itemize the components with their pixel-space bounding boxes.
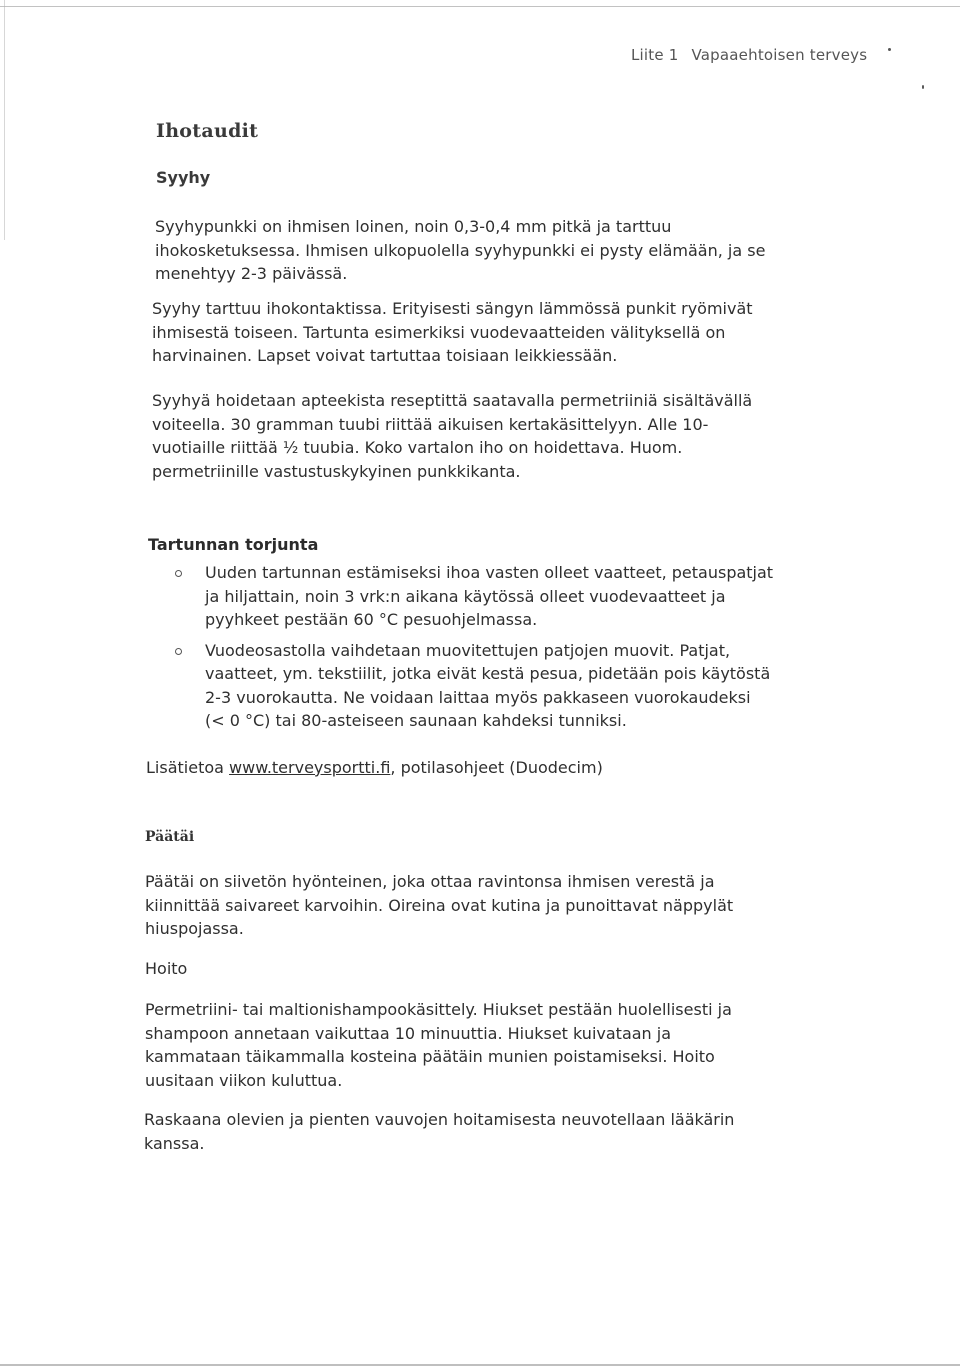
scan-speck xyxy=(888,48,891,51)
scan-edge-top xyxy=(0,6,960,7)
scabies-paragraph-3: Syyhyä hoidetaan apteekista reseptittä saatavalla permetriiniä sisältävällä voiteella. 30 gramman tuubi riittää aikuisen kertakäsittelyyn. Alle 10- vuotiaille riittää ½ tuubia. Koko vartalon iho on hoidettava. Huom. permetriinille vastustuskykyinen punkkikanta. xyxy=(152,391,753,481)
lice-paragraph-2: Permetriini- tai maltionishampookäsittely. Hiukset pestään huolellisesti ja shampoon annetaan vaikuttaa 10 minuuttia. Hiukset kuivataan ja kammataan täikammalla kosteina päätäin munien poistamiseksi. Hoito uusitaan viikon kuluttua. xyxy=(145,1000,732,1090)
scabies-heading: Syyhy xyxy=(156,168,211,187)
bullet-icon xyxy=(175,570,182,577)
section-title: Ihotaudit xyxy=(156,120,259,142)
more-info-line xyxy=(146,758,603,777)
info-prefix: Lisätietoa xyxy=(146,758,224,777)
prevention-list xyxy=(175,561,875,740)
scan-edge-left xyxy=(4,0,5,240)
scabies-paragraph-1: Syyhypunkki on ihmisen loinen, noin 0,3-0,4 mm pitkä ja tarttuu ihokosketuksessa. Ihmisen ulkopuolella syyhypunkki ei pysty elämään, ja se menehtyy 2-3 päivässä. xyxy=(155,217,766,283)
lice-heading: Päätäi xyxy=(145,829,195,845)
info-link[interactable]: www.terveysportti.fi xyxy=(229,758,391,777)
lice-paragraph-3: Raskaana olevien ja pienten vauvojen hoitamisesta neuvotellaan lääkärin kanssa. xyxy=(144,1110,735,1153)
header-title: Vapaaehtoisen terveys xyxy=(691,46,868,64)
lice-paragraph-1: Päätäi on siivetön hyönteinen, joka ottaa ravintonsa ihmisen verestä ja kiinnittää saivareet karvoihin. Oireina ovat kutina ja punoittavat näppylät hiuspojassa. xyxy=(145,872,734,938)
scan-edge-bottom xyxy=(0,1364,960,1366)
bullet-icon xyxy=(175,648,182,655)
list-item: Uuden tartunnan estämiseksi ihoa vasten olleet vaatteet, petauspatjat ja hiljattain, noin 3 vrk:n aikana käytössä olleet vuodevaatteet ja pyyhkeet pestään 60 °C pesuohjelmassa. xyxy=(175,561,875,632)
scan-speck xyxy=(922,85,924,89)
info-suffix: , potilasohjeet (Duodecim) xyxy=(390,758,603,777)
scabies-paragraph-2: Syyhy tarttuu ihokontaktissa. Erityisesti sängyn lämmössä punkit ryömivät ihmisestä toiseen. Tartunta esimerkiksi vuodevaatteiden välityksellä on harvinainen. Lapset voivat tartuttaa toisiaan leikkiessään. xyxy=(152,299,753,365)
list-item: Vuodeosastolla vaihdetaan muovitettujen patjojen muovit. Patjat, vaatteet, ym. tekstiilit, jotka eivät kestä pesua, pidetään pois käytöstä 2-3 vuorokautta. Ne voidaan laittaa myös pakkaseen vuorokaudeksi (< 0 °C) tai 80-asteiseen saunaan kahdeksi tunniksi. xyxy=(175,639,875,733)
prevention-heading: Tartunnan torjunta xyxy=(148,535,319,554)
treatment-label: Hoito xyxy=(145,959,188,978)
page-header xyxy=(631,46,867,64)
appendix-label: Liite 1 xyxy=(631,46,679,64)
